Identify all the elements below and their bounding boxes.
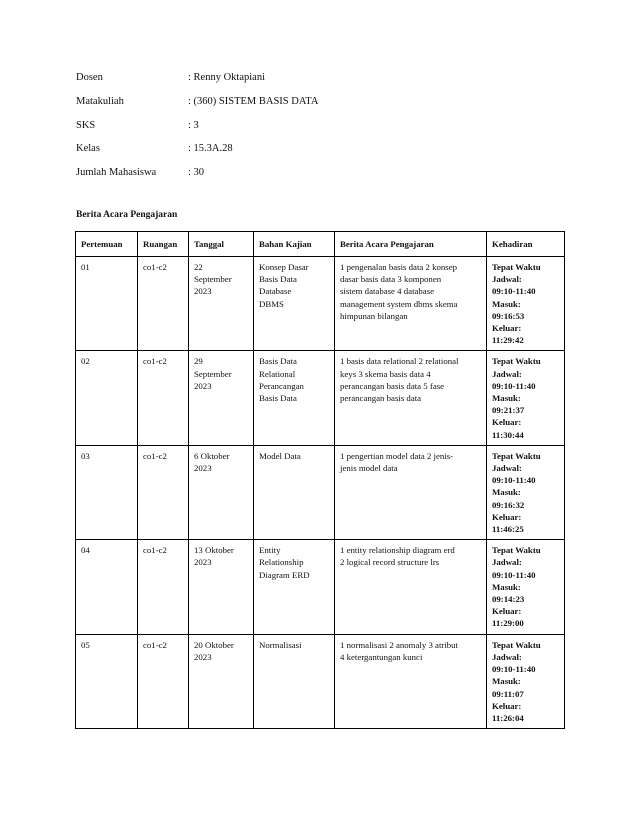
cell-bahan-kajian [254,634,335,728]
info-label: SKS [76,119,96,131]
cell-kehadiran-line: Keluar: [492,511,522,522]
cell-bahan-kajian-line: Relationship [259,557,304,568]
cell-berita-acara [335,634,487,728]
cell-kehadiran-line: Jadwal: [492,557,522,568]
cell-kehadiran-line: 09:10-11:40 [492,380,536,391]
cell-kehadiran-line: Masuk: [492,676,521,687]
cell-pertemuan: 05 [76,634,138,728]
cell-tanggal-line: September [194,274,232,285]
cell-kehadiran [487,445,565,539]
header-tanggal: Tanggal [189,232,254,257]
cell-kehadiran-line: Keluar: [492,700,522,711]
cell-tanggal-line: 2023 [194,463,212,474]
cell-tanggal [189,445,254,539]
cell-ruangan: co1-c2 [138,540,189,634]
cell-tanggal-line: 2023 [194,286,212,297]
cell-tanggal-line: 2023 [194,651,212,662]
cell-tanggal-line: 2023 [194,557,212,568]
cell-kehadiran-line: Masuk: [492,581,521,592]
cell-kehadiran-line: 11:26:04 [492,712,524,723]
info-label: Jumlah Mahasiswa [76,167,157,179]
cell-berita-acara-line: 1 entity relationship diagram erd [340,545,455,556]
cell-berita-acara-line: 1 pengenalan basis data 2 konsep [340,262,458,272]
cell-berita-acara-line: himpunan bilangan [340,310,408,321]
cell-bahan-kajian [254,351,335,445]
cell-kehadiran-line: Jadwal: [492,274,522,285]
cell-kehadiran-line: Tepat Waktu [492,450,541,461]
cell-kehadiran-line: 11:29:42 [492,335,524,346]
cell-ruangan: co1-c2 [138,634,189,728]
cell-bahan-kajian-line: Normalisasi [259,639,302,650]
cell-kehadiran-line: 09:16:32 [492,499,525,510]
cell-kehadiran-line: 09:16:53 [492,310,525,321]
cell-berita-acara-line: jenis model data [340,463,398,474]
info-value: : 3 [188,119,199,131]
cell-bahan-kajian-line: Basis Data [259,274,297,285]
cell-berita-acara-line: keys 3 skema basis data 4 [340,368,431,379]
cell-kehadiran-line: Keluar: [492,323,522,334]
header-berita-acara: Berita Acara Pengajaran [335,232,487,257]
cell-berita-acara [335,257,487,351]
cell-berita-acara-line: 2 logical record structure lrs [340,557,440,568]
cell-kehadiran-line: 11:46:25 [492,524,524,535]
cell-ruangan: co1-c2 [138,351,189,445]
cell-bahan-kajian-line: Basis Data [259,393,297,404]
cell-berita-acara-line: 1 pengertian model data 2 jenis- [340,450,454,461]
cell-kehadiran-line: Jadwal: [492,463,522,474]
cell-pertemuan: 04 [76,540,138,634]
cell-ruangan: co1-c2 [138,445,189,539]
table-row [76,257,565,351]
cell-kehadiran-line: 09:10-11:40 [492,286,536,297]
cell-kehadiran-line: Tepat Waktu [492,545,541,556]
cell-tanggal-line: September [194,368,232,379]
cell-tanggal-line: 20 Oktober [194,639,234,650]
info-label: Dosen [76,72,103,83]
cell-pertemuan: 01 [76,257,138,351]
cell-tanggal [189,257,254,351]
cell-kehadiran-line: 09:14:23 [492,594,525,605]
cell-berita-acara-line: management system dbms skema [340,298,458,309]
cell-tanggal-line: 6 Oktober [194,450,230,461]
cell-bahan-kajian [254,257,335,351]
cell-berita-acara-line: perancangan basis data [340,393,422,404]
info-row-matakuliah [76,96,318,120]
cell-kehadiran-line: 09:10-11:40 [492,569,536,580]
cell-kehadiran-line: Jadwal: [492,651,522,662]
cell-bahan-kajian-line: DBMS [259,298,284,309]
section-title: Berita Acara Pengajaran [76,210,178,220]
header-kehadiran: Kehadiran [487,232,565,257]
cell-berita-acara-line: 4 ketergantungan kunci [340,651,423,662]
table-body [76,257,565,729]
cell-bahan-kajian-line: Diagram ERD [259,569,310,580]
cell-kehadiran-line: Tepat Waktu [492,356,541,367]
cell-berita-acara [335,445,487,539]
cell-bahan-kajian-line: Basis Data [259,356,297,367]
cell-ruangan: co1-c2 [138,257,189,351]
table-row [76,351,565,445]
info-value: : 15.3A.28 [188,143,233,155]
cell-tanggal-line: 29 [194,356,203,367]
cell-pertemuan: 03 [76,445,138,539]
cell-berita-acara [335,540,487,634]
cell-kehadiran-line: 09:21:37 [492,405,525,416]
table-header-row [76,232,565,257]
cell-kehadiran-line: Keluar: [492,417,522,428]
info-label: Matakuliah [76,95,124,107]
cell-bahan-kajian [254,445,335,539]
cell-tanggal-line: 2023 [194,380,212,391]
table-row [76,540,565,634]
header-ruangan: Ruangan [138,232,189,257]
table-row [76,634,565,728]
cell-kehadiran-line: 09:10-11:40 [492,664,536,675]
info-row-sks [76,120,318,144]
info-value: : 30 [188,167,205,179]
course-info [76,72,318,191]
cell-berita-acara-line: perancangan basis data 5 fase [340,380,445,391]
info-row-jumlah-mahasiswa [76,167,318,191]
cell-kehadiran-line: Masuk: [492,298,521,309]
cell-pertemuan: 02 [76,351,138,445]
cell-kehadiran-line: 09:10-11:40 [492,475,536,486]
cell-tanggal-line: 13 Oktober [194,545,234,556]
cell-kehadiran [487,540,565,634]
info-value: : (360) SISTEM BASIS DATA [188,95,319,107]
cell-bahan-kajian-line: Perancangan [259,380,304,391]
cell-bahan-kajian [254,540,335,634]
cell-berita-acara-line: sistem database 4 database [340,286,435,297]
cell-kehadiran-line: 09:11:07 [492,688,524,699]
cell-bahan-kajian-line: Konsep Dasar [259,262,309,272]
header-bahan-kajian: Bahan Kajian [254,232,335,257]
cell-kehadiran [487,257,565,351]
cell-bahan-kajian-line: Entity [259,545,281,556]
berita-acara-table [75,231,565,729]
cell-kehadiran-line: 11:29:00 [492,618,524,629]
info-row-kelas [76,143,318,167]
cell-bahan-kajian-line: Database [259,286,292,297]
cell-bahan-kajian-line: Model Data [259,450,301,461]
cell-tanggal [189,540,254,634]
cell-kehadiran-line: Keluar: [492,606,522,617]
cell-kehadiran-line: Masuk: [492,487,521,498]
info-label: Kelas [76,143,100,155]
cell-kehadiran-line: 11:30:44 [492,429,524,440]
cell-berita-acara-line: 1 basis data relational 2 relational [340,356,459,367]
cell-tanggal-line: 22 [194,262,203,272]
table-row [76,445,565,539]
header-pertemuan: Pertemuan [76,232,138,257]
cell-tanggal [189,351,254,445]
cell-kehadiran-line: Tepat Waktu [492,262,541,272]
info-row-dosen [76,72,318,96]
cell-berita-acara [335,351,487,445]
cell-kehadiran-line: Jadwal: [492,368,522,379]
cell-kehadiran [487,634,565,728]
info-value: : Renny Oktapiani [188,72,265,83]
cell-tanggal [189,634,254,728]
cell-berita-acara-line: 1 normalisasi 2 anomaly 3 atribut [340,639,459,650]
cell-bahan-kajian-line: Relational [259,368,296,379]
cell-berita-acara-line: dasar basis data 3 komponen [340,274,442,285]
cell-kehadiran-line: Masuk: [492,393,521,404]
cell-kehadiran-line: Tepat Waktu [492,639,541,650]
cell-kehadiran [487,351,565,445]
